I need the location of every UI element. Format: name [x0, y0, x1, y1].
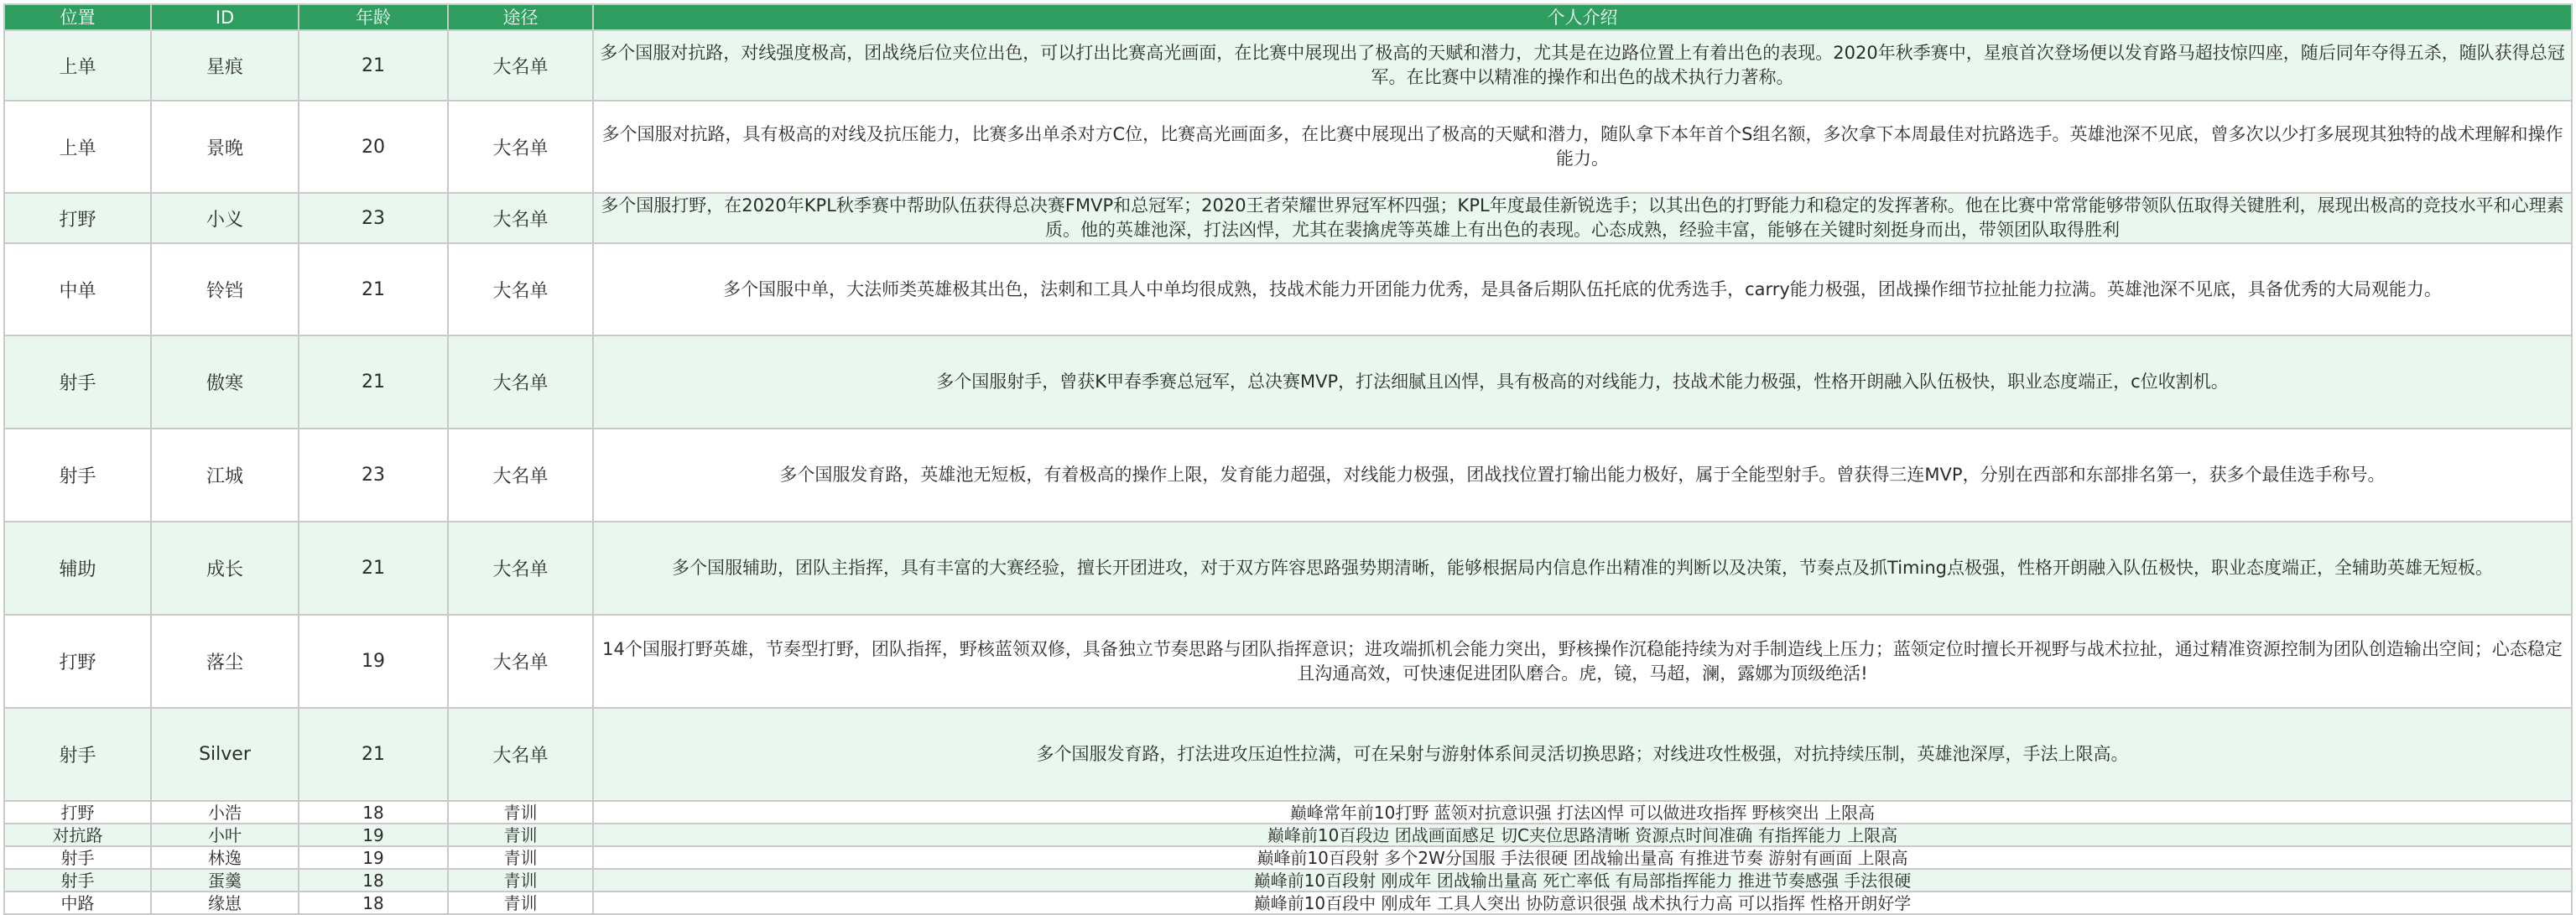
- cell-age: 18: [299, 801, 448, 824]
- cell-position: 打野: [4, 193, 151, 243]
- cell-age: 23: [299, 193, 448, 243]
- cell-route: 大名单: [448, 522, 593, 615]
- cell-route: 青训: [448, 846, 593, 869]
- table-row: [4, 101, 2572, 193]
- cell-intro: 多个国服射手，曾获K甲春季赛总冠军，总决赛MVP，打法细腻且凶悍，具有极高的对线能力，技战术能力极强，性格开朗融入队伍极快，职业态度端正，c位收割机。: [593, 335, 2572, 429]
- header-id: ID: [151, 4, 299, 30]
- header-intro: 个人介绍: [593, 4, 2572, 30]
- cell-intro: 14个国服打野英雄，节奏型打野，团队指挥，野核蓝领双修，具备独立节奏思路与团队指挥意识；进攻端抓机会能力突出，野核操作沉稳能持续为对手制造线上压力；蓝领定位时擅长开视野与战术拉扯，通过精准资源控制为团队创造输出空间；心态稳定且沟通高效，可快速促进团队磨合。虎，镜，马超，澜，露娜为顶级绝活!: [593, 615, 2572, 708]
- cell-id: 蛋羹: [151, 869, 299, 892]
- cell-id: 江城: [151, 429, 299, 522]
- table-row: [4, 869, 2572, 892]
- cell-route: 大名单: [448, 708, 593, 801]
- cell-route: 青训: [448, 801, 593, 824]
- cell-route: 青训: [448, 869, 593, 892]
- cell-route: 大名单: [448, 335, 593, 429]
- cell-position: 上单: [4, 101, 151, 193]
- cell-position: 打野: [4, 801, 151, 824]
- cell-route: 大名单: [448, 243, 593, 335]
- cell-position: 射手: [4, 335, 151, 429]
- header-position: 位置: [4, 4, 151, 30]
- cell-route: 青训: [448, 892, 593, 914]
- cell-intro: 巅峰前10百段边 团战画面感足 切C夹位思路清晰 资源点时间准确 有指挥能力 上限高: [593, 824, 2572, 846]
- cell-id: 小叶: [151, 824, 299, 846]
- cell-id: Silver: [151, 708, 299, 801]
- cell-intro: 多个国服发育路，打法进攻压迫性拉满，可在呆射与游射体系间灵活切换思路；对线进攻性极强，对抗持续压制，英雄池深厚，手法上限高。: [593, 708, 2572, 801]
- cell-id: 小浩: [151, 801, 299, 824]
- cell-id: 林逸: [151, 846, 299, 869]
- table-row: [4, 801, 2572, 824]
- cell-id: 星痕: [151, 30, 299, 101]
- cell-intro: 多个国服发育路，英雄池无短板，有着极高的操作上限，发育能力超强，对线能力极强，团战找位置打输出能力极好，属于全能型射手。曾获得三连MVP，分别在西部和东部排名第一，获多个最佳选手称号。: [593, 429, 2572, 522]
- cell-route: 大名单: [448, 615, 593, 708]
- table-row: [4, 193, 2572, 243]
- cell-age: 18: [299, 892, 448, 914]
- cell-age: 19: [299, 615, 448, 708]
- cell-route: 大名单: [448, 30, 593, 101]
- cell-route: 大名单: [448, 429, 593, 522]
- cell-age: 23: [299, 429, 448, 522]
- cell-age: 18: [299, 869, 448, 892]
- cell-age: 21: [299, 243, 448, 335]
- cell-position: 射手: [4, 708, 151, 801]
- cell-intro: 多个国服对抗路，具有极高的对线及抗压能力，比赛多出单杀对方C位，比赛高光画面多，在比赛中展现出了极高的天赋和潜力，随队拿下本年首个S组名额，多次拿下本周最佳对抗路选手。英雄池深不见底，曾多次以少打多展现其独特的战术理解和操作能力。: [593, 101, 2572, 193]
- cell-position: 中路: [4, 892, 151, 914]
- table-row: [4, 30, 2572, 101]
- cell-intro: 多个国服打野，在2020年KPL秋季赛中帮助队伍获得总决赛FMVP和总冠军；2020王者荣耀世界冠军杯四强；KPL年度最佳新锐选手；以其出色的打野能力和稳定的发挥著称。他在比赛中常常能够带领队伍取得关键胜利，展现出极高的竞技水平和心理素质。他的英雄池深，打法凶悍，尤其在裴擒虎等英雄上有出色的表现。心态成熟，经验丰富，能够在关键时刻挺身而出，带领团队取得胜利: [593, 193, 2572, 243]
- cell-position: 辅助: [4, 522, 151, 615]
- table-row: [4, 824, 2572, 846]
- cell-route: 大名单: [448, 101, 593, 193]
- cell-position: 射手: [4, 846, 151, 869]
- cell-position: 对抗路: [4, 824, 151, 846]
- player-roster-table: [3, 3, 2573, 915]
- cell-age: 21: [299, 335, 448, 429]
- table-row: [4, 708, 2572, 801]
- cell-intro: 多个国服中单，大法师类英雄极其出色，法刺和工具人中单均很成熟，技战术能力开团能力优秀，是具备后期队伍托底的优秀选手，carry能力极强，团战操作细节拉扯能力拉满。英雄池深不见底，具备优秀的大局观能力。: [593, 243, 2572, 335]
- table-row: [4, 335, 2572, 429]
- cell-age: 21: [299, 708, 448, 801]
- cell-id: 缘崽: [151, 892, 299, 914]
- cell-position: 上单: [4, 30, 151, 101]
- table-row: [4, 846, 2572, 869]
- table-row: [4, 243, 2572, 335]
- cell-age: 21: [299, 522, 448, 615]
- table-row: [4, 429, 2572, 522]
- table-row: [4, 892, 2572, 914]
- cell-id: 落尘: [151, 615, 299, 708]
- cell-intro: 巅峰常年前10打野 蓝领对抗意识强 打法凶悍 可以做进攻指挥 野核突出 上限高: [593, 801, 2572, 824]
- cell-intro: 多个国服辅助，团队主指挥，具有丰富的大赛经验，擅长开团进攻，对于双方阵容思路强势期清晰，能够根据局内信息作出精准的判断以及决策，节奏点及抓Timing点极强，性格开朗融入队伍极快，职业态度端正，全辅助英雄无短板。: [593, 522, 2572, 615]
- cell-position: 打野: [4, 615, 151, 708]
- cell-age: 20: [299, 101, 448, 193]
- cell-intro: 巅峰前10百段中 刚成年 工具人突出 协防意识很强 战术执行力高 可以指挥 性格开朗好学: [593, 892, 2572, 914]
- cell-intro: 多个国服对抗路，对线强度极高，团战绕后位夹位出色，可以打出比赛高光画面，在比赛中展现出了极高的天赋和潜力，尤其是在边路位置上有着出色的表现。2020年秋季赛中，星痕首次登场便以发育路马超技惊四座，随后同年夺得五杀，随队获得总冠军。在比赛中以精准的操作和出色的战术执行力著称。: [593, 30, 2572, 101]
- cell-intro: 巅峰前10百段射 多个2W分国服 手法很硬 团战输出量高 有推进节奏 游射有画面 上限高: [593, 846, 2572, 869]
- table-row: [4, 522, 2572, 615]
- header-age: 年龄: [299, 4, 448, 30]
- cell-position: 射手: [4, 429, 151, 522]
- header-route: 途径: [448, 4, 593, 30]
- cell-intro: 巅峰前10百段射 刚成年 团战输出量高 死亡率低 有局部指挥能力 推进节奏感强 手法很硬: [593, 869, 2572, 892]
- cell-age: 21: [299, 30, 448, 101]
- cell-route: 青训: [448, 824, 593, 846]
- table-row: [4, 615, 2572, 708]
- cell-route: 大名单: [448, 193, 593, 243]
- cell-id: 成长: [151, 522, 299, 615]
- cell-position: 射手: [4, 869, 151, 892]
- cell-position: 中单: [4, 243, 151, 335]
- cell-age: 19: [299, 846, 448, 869]
- cell-id: 铃铛: [151, 243, 299, 335]
- cell-id: 小义: [151, 193, 299, 243]
- cell-id: 傲寒: [151, 335, 299, 429]
- cell-age: 19: [299, 824, 448, 846]
- table-header-row: [4, 4, 2572, 30]
- cell-id: 景晚: [151, 101, 299, 193]
